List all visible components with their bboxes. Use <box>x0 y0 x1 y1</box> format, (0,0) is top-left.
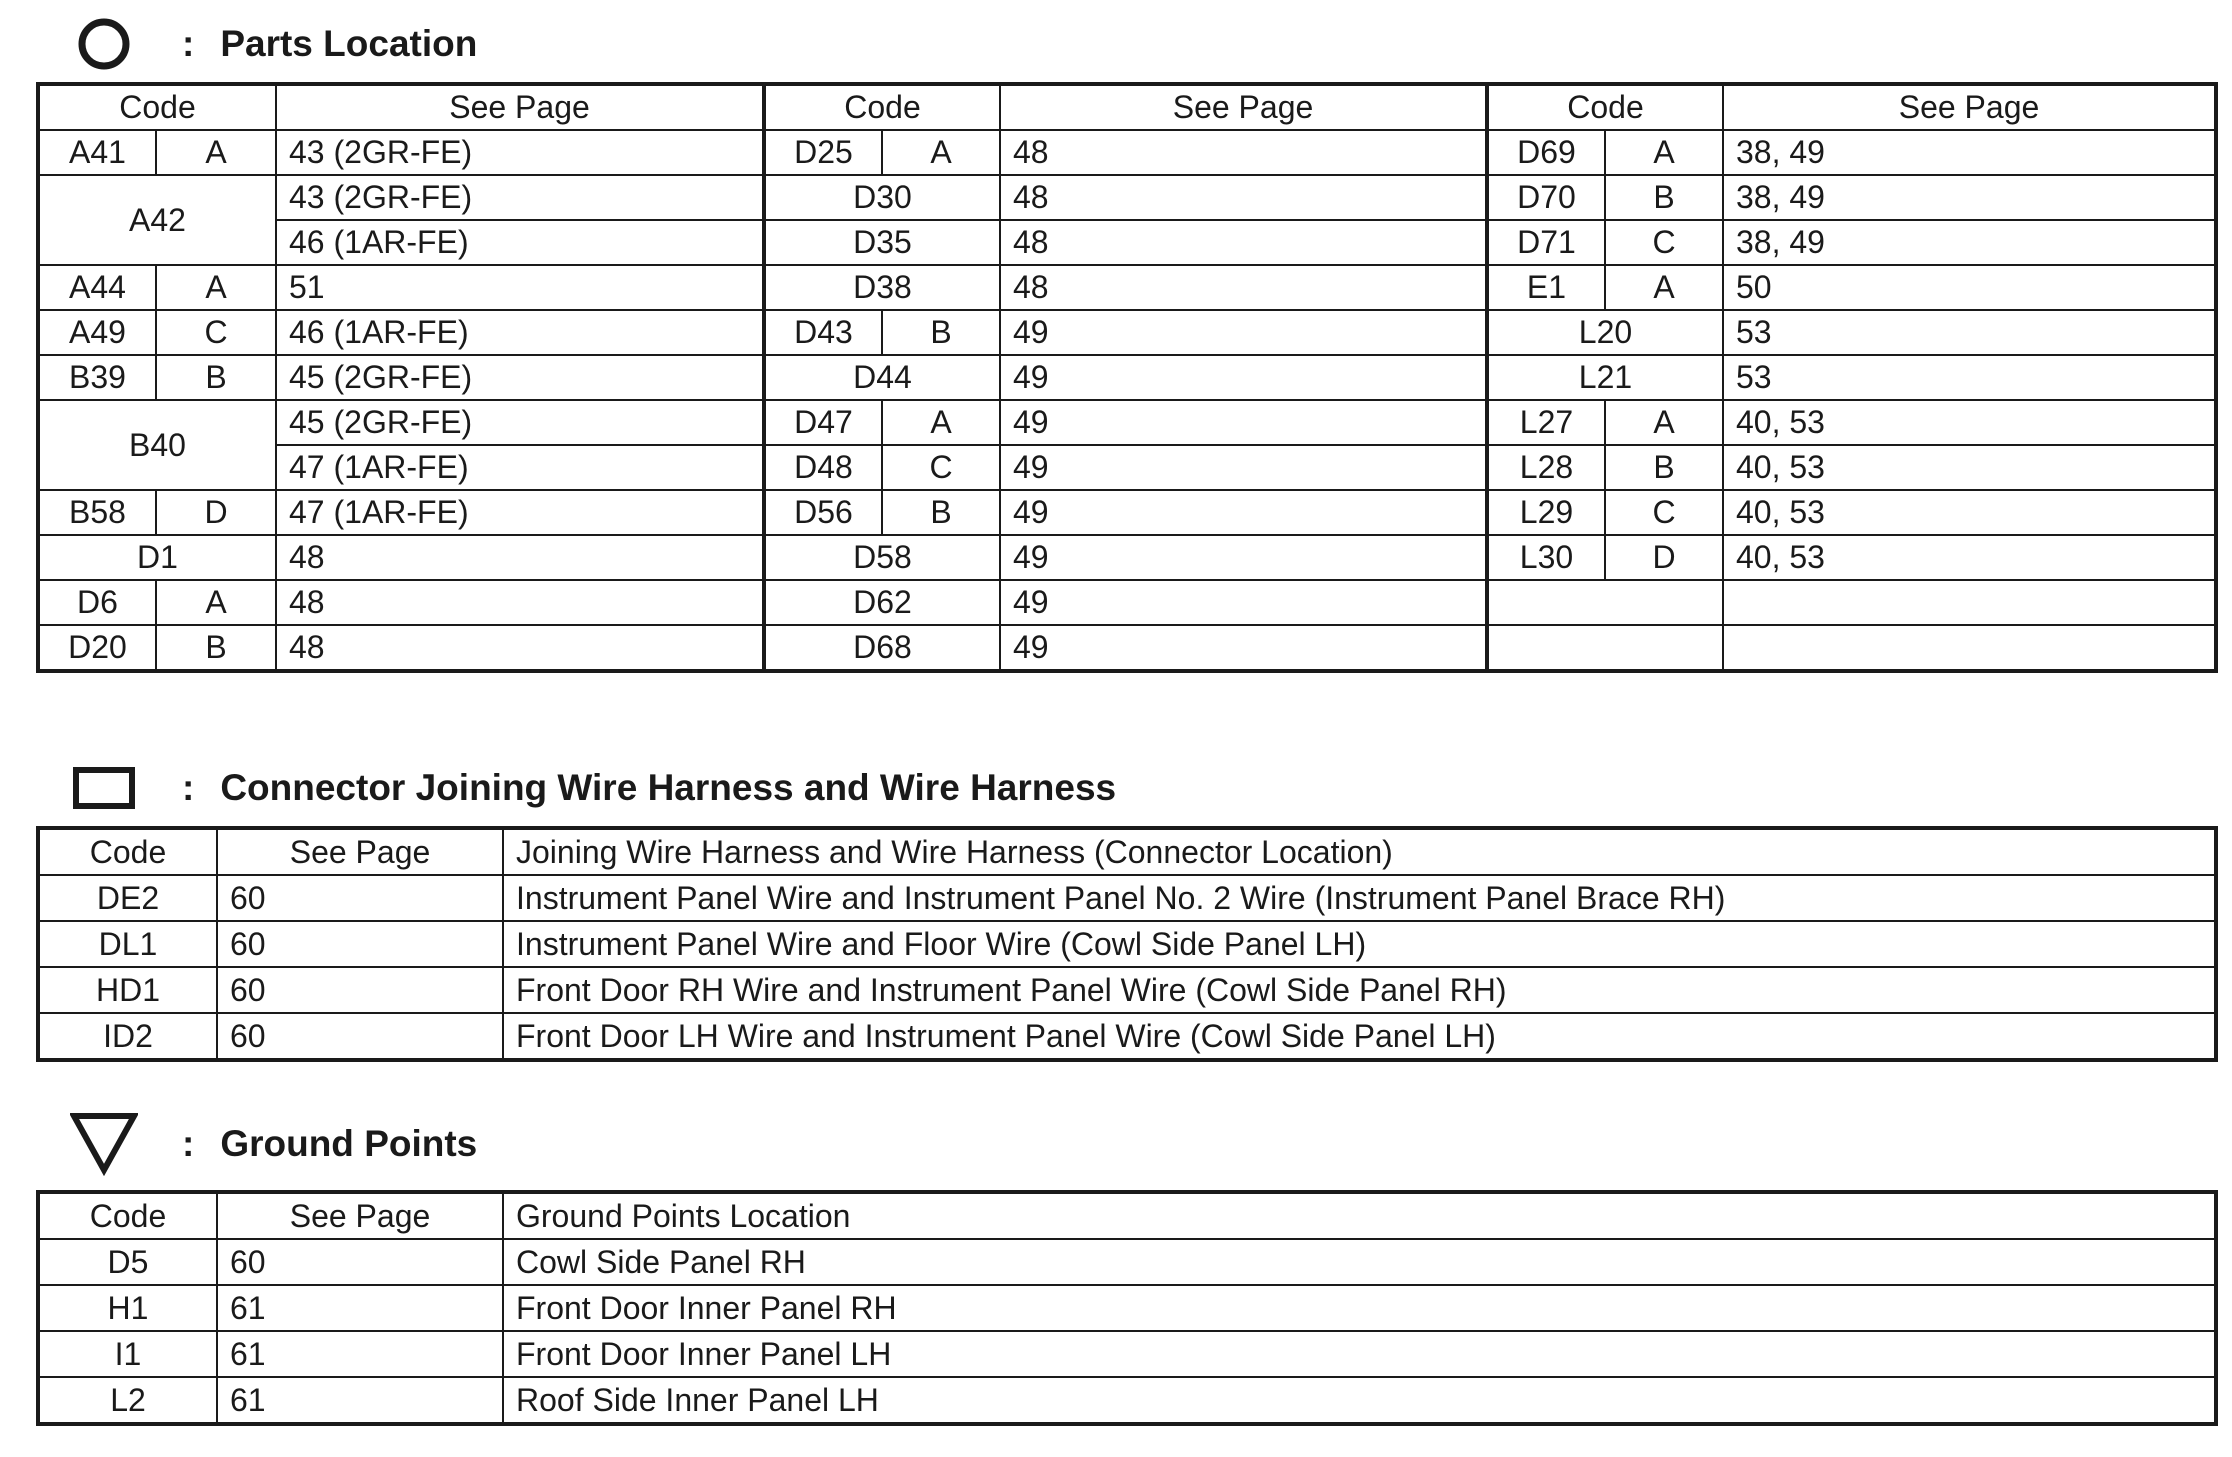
sub-cell: C <box>156 310 276 355</box>
code-cell: D44 <box>764 355 1000 400</box>
page-cell: 40, 53 <box>1723 535 2216 580</box>
sub-cell: B <box>1605 445 1723 490</box>
sub-cell: B <box>1605 175 1723 220</box>
empty-cell <box>1723 580 2216 625</box>
empty-cell <box>1487 625 1723 671</box>
section-title: Ground Points <box>220 1123 478 1164</box>
sub-cell: A <box>156 580 276 625</box>
table-row <box>38 967 2216 1013</box>
code-cell: A49 <box>38 310 156 355</box>
column-header: See Page <box>217 1192 503 1239</box>
page-cell: 45 (2GR-FE) <box>276 400 764 445</box>
code-cell: L27 <box>1487 400 1605 445</box>
section-colon: : <box>182 1123 195 1164</box>
sub-cell: A <box>1605 130 1723 175</box>
page-cell: 60 <box>217 1239 503 1285</box>
code-cell: ID2 <box>38 1013 217 1060</box>
sub-cell: C <box>882 445 1000 490</box>
header-row <box>38 828 2216 875</box>
code-cell: D70 <box>1487 175 1605 220</box>
header-row <box>38 1192 2216 1239</box>
page-cell: 60 <box>217 875 503 921</box>
description-cell: Front Door Inner Panel LH <box>503 1331 2216 1377</box>
section-title: Connector Joining Wire Harness and Wire Harness <box>220 767 1117 808</box>
sub-cell: C <box>1605 220 1723 265</box>
table-row <box>38 175 2216 220</box>
table-row <box>38 535 2216 580</box>
table-row <box>38 875 2216 921</box>
column-header: Ground Points Location <box>503 1192 2216 1239</box>
column-header: See Page <box>217 828 503 875</box>
code-cell: H1 <box>38 1285 217 1331</box>
table-row <box>38 445 2216 490</box>
page-cell: 60 <box>217 921 503 967</box>
table-row <box>38 490 2216 535</box>
code-cell: A41 <box>38 130 156 175</box>
sub-cell: A <box>1605 400 1723 445</box>
description-cell: Instrument Panel Wire and Floor Wire (Cowl Side Panel LH) <box>503 921 2216 967</box>
sub-cell: B <box>882 310 1000 355</box>
table-row <box>38 220 2216 265</box>
sub-cell: B <box>156 355 276 400</box>
triangle-down-icon <box>70 1114 138 1174</box>
page-cell: 38, 49 <box>1723 175 2216 220</box>
page-cell: 48 <box>1000 265 1487 310</box>
page-cell: 38, 49 <box>1723 220 2216 265</box>
sub-cell: D <box>1605 535 1723 580</box>
table-row <box>38 1013 2216 1060</box>
parts-location-heading <box>70 14 477 74</box>
sub-cell: B <box>156 625 276 671</box>
table-row <box>38 355 2216 400</box>
section-colon: : <box>182 767 195 808</box>
column-header: Joining Wire Harness and Wire Harness (Connector Location) <box>503 828 2216 875</box>
page-cell: 48 <box>1000 220 1487 265</box>
page-cell: 49 <box>1000 310 1487 355</box>
code-cell: D6 <box>38 580 156 625</box>
table-row <box>38 310 2216 355</box>
code-cell: B58 <box>38 490 156 535</box>
code-cell: D30 <box>764 175 1000 220</box>
page-cell: 49 <box>1000 490 1487 535</box>
column-header: Code <box>38 828 217 875</box>
code-cell: D68 <box>764 625 1000 671</box>
description-cell: Cowl Side Panel RH <box>503 1239 2216 1285</box>
table-row <box>38 921 2216 967</box>
sub-cell: B <box>882 490 1000 535</box>
parts-location-table <box>36 82 2218 673</box>
section-colon: : <box>182 23 195 64</box>
description-cell: Front Door RH Wire and Instrument Panel Wire (Cowl Side Panel RH) <box>503 967 2216 1013</box>
page-cell: 48 <box>276 625 764 671</box>
table-row <box>38 400 2216 445</box>
page-cell: 48 <box>1000 130 1487 175</box>
page-cell: 51 <box>276 265 764 310</box>
sub-cell: A <box>882 130 1000 175</box>
code-cell: L20 <box>1487 310 1723 355</box>
sub-cell: C <box>1605 490 1723 535</box>
code-cell: D43 <box>764 310 882 355</box>
code-cell: D47 <box>764 400 882 445</box>
code-cell: D71 <box>1487 220 1605 265</box>
table-row <box>38 580 2216 625</box>
code-cell: L2 <box>38 1377 217 1424</box>
page-cell: 49 <box>1000 625 1487 671</box>
page-cell: 60 <box>217 1013 503 1060</box>
code-cell: D56 <box>764 490 882 535</box>
code-cell: B40 <box>38 400 276 490</box>
code-cell: L28 <box>1487 445 1605 490</box>
header-row <box>38 84 2216 130</box>
sub-cell: A <box>156 265 276 310</box>
page-cell: 50 <box>1723 265 2216 310</box>
page-cell: 40, 53 <box>1723 445 2216 490</box>
sub-cell: A <box>156 130 276 175</box>
code-cell: I1 <box>38 1331 217 1377</box>
page-cell: 49 <box>1000 580 1487 625</box>
column-header: See Page <box>1723 84 2216 130</box>
page-cell: 61 <box>217 1331 503 1377</box>
table-row <box>38 1239 2216 1285</box>
code-cell: D1 <box>38 535 276 580</box>
page-cell: 53 <box>1723 310 2216 355</box>
column-header: See Page <box>1000 84 1487 130</box>
connector-joining-heading <box>70 758 1116 818</box>
empty-cell <box>1723 625 2216 671</box>
code-cell: A42 <box>38 175 276 265</box>
code-cell: D20 <box>38 625 156 671</box>
page-cell: 48 <box>1000 175 1487 220</box>
column-header: Code <box>1487 84 1723 130</box>
rectangle-icon <box>70 758 138 818</box>
code-cell: D69 <box>1487 130 1605 175</box>
column-header: Code <box>38 84 276 130</box>
table-row <box>38 265 2216 310</box>
column-header: Code <box>764 84 1000 130</box>
page-cell: 43 (2GR-FE) <box>276 130 764 175</box>
code-cell: B39 <box>38 355 156 400</box>
code-cell: HD1 <box>38 967 217 1013</box>
table-row <box>38 1285 2216 1331</box>
section-title: Parts Location <box>220 23 478 64</box>
page-cell: 46 (1AR-FE) <box>276 220 764 265</box>
description-cell: Front Door Inner Panel RH <box>503 1285 2216 1331</box>
page-cell: 46 (1AR-FE) <box>276 310 764 355</box>
ground-points-table <box>36 1190 2218 1426</box>
page-cell: 40, 53 <box>1723 490 2216 535</box>
page-cell: 38, 49 <box>1723 130 2216 175</box>
empty-cell <box>1487 580 1723 625</box>
code-cell: DL1 <box>38 921 217 967</box>
code-cell: E1 <box>1487 265 1605 310</box>
code-cell: D25 <box>764 130 882 175</box>
page-cell: 49 <box>1000 535 1487 580</box>
ground-points-heading <box>70 1114 477 1174</box>
code-cell: D62 <box>764 580 1000 625</box>
code-cell: A44 <box>38 265 156 310</box>
code-cell: L29 <box>1487 490 1605 535</box>
code-cell: D48 <box>764 445 882 490</box>
code-cell: D38 <box>764 265 1000 310</box>
sub-cell: D <box>156 490 276 535</box>
column-header: Code <box>38 1192 217 1239</box>
page-cell: 47 (1AR-FE) <box>276 445 764 490</box>
code-cell: L21 <box>1487 355 1723 400</box>
page-cell: 60 <box>217 967 503 1013</box>
page-cell: 49 <box>1000 355 1487 400</box>
page-cell: 40, 53 <box>1723 400 2216 445</box>
code-cell: DE2 <box>38 875 217 921</box>
code-cell: D58 <box>764 535 1000 580</box>
connector-joining-table <box>36 826 2218 1062</box>
page-cell: 61 <box>217 1285 503 1331</box>
sub-cell: A <box>1605 265 1723 310</box>
page-cell: 43 (2GR-FE) <box>276 175 764 220</box>
sub-cell: A <box>882 400 1000 445</box>
description-cell: Front Door LH Wire and Instrument Panel Wire (Cowl Side Panel LH) <box>503 1013 2216 1060</box>
code-cell: L30 <box>1487 535 1605 580</box>
code-cell: D35 <box>764 220 1000 265</box>
table-row <box>38 1377 2216 1424</box>
table-row <box>38 1331 2216 1377</box>
description-cell: Roof Side Inner Panel LH <box>503 1377 2216 1424</box>
circle-icon <box>70 14 138 74</box>
page-cell: 47 (1AR-FE) <box>276 490 764 535</box>
table-row <box>38 130 2216 175</box>
page-cell: 48 <box>276 580 764 625</box>
table-row <box>38 625 2216 671</box>
code-cell: D5 <box>38 1239 217 1285</box>
column-header: See Page <box>276 84 764 130</box>
page-cell: 48 <box>276 535 764 580</box>
page-cell: 53 <box>1723 355 2216 400</box>
page-cell: 49 <box>1000 445 1487 490</box>
page-cell: 45 (2GR-FE) <box>276 355 764 400</box>
description-cell: Instrument Panel Wire and Instrument Panel No. 2 Wire (Instrument Panel Brace RH) <box>503 875 2216 921</box>
page-cell: 49 <box>1000 400 1487 445</box>
page-cell: 61 <box>217 1377 503 1424</box>
